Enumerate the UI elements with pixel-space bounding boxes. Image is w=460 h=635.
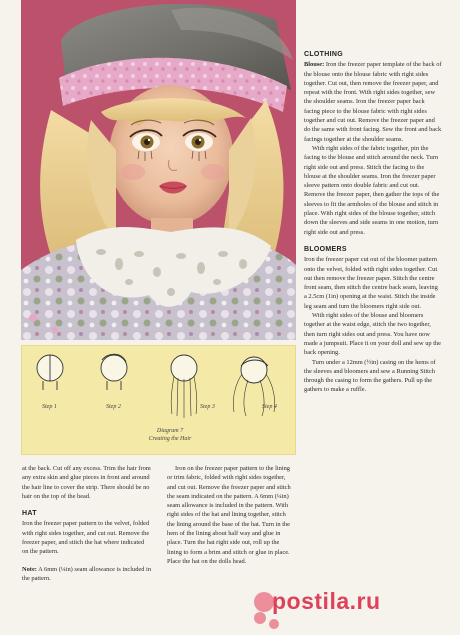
bloomers-paragraph-3: Turn under a 12mm (½in) casing on the hems of the sleeves and bloomers and sew a Running Stitch through the casing to form the gathers. Pull up the gathers to make a ruffle. [304, 358, 436, 394]
clothing-heading: CLOTHING [304, 51, 343, 58]
doll-illustration [21, 0, 296, 340]
blouse-text-1: Iron the freezer paper template of the back of the blouse onto the blouse fabric with right sides together. Cut out, then remove the freezer paper, and repeat with the front. With right sides together, sew the shoulder seams. Iron the freezer paper back facing piece to the blouse fabric with right sides together and cut out. Remove the freezer paper and do the same with front facing. Sew the front and back facings together at the shoulder seams. [304, 61, 442, 143]
hair-continued-paragraph: at the back. Cut off any excess. Trim the hair from any extra skin and glue pieces in front and around the hair line to cover the strip. There should be no hair on the top of the head. [22, 465, 151, 500]
step-2-label: Step 2 [106, 404, 121, 410]
bloomers-heading: BLOOMERS [304, 245, 347, 253]
diagram-title: Creating the Hair [148, 435, 192, 442]
step-3-label: Step 3 [200, 404, 215, 410]
hat-heading: HAT [22, 510, 37, 518]
note-paragraph [22, 565, 152, 584]
hair-diagram [21, 345, 296, 455]
hat-paragraph: Iron the freezer paper pattern to the velvet, folded with right sides together, and cut out. Remove the freezer paper, and stitch the hat where indicated on the pattern. [22, 520, 150, 556]
blouse-label: Blouse: [304, 61, 325, 69]
hat-lining-column [167, 464, 295, 566]
bloomers-paragraph-1: Iron the freezer paper cut out of the bloomer pattern onto the velvet, folded with right sides together. Cut out then remove the freezer paper. Stitch the centre front seam, then stitch the centre back seam, leaving a 2.5cm (1in) opening at the waist. Stitch the inside leg seam and turn the bloomers right side out. [304, 256, 438, 310]
diagram-number: Diagram 7 [156, 428, 184, 434]
blouse-paragraph-1 [304, 60, 442, 144]
blouse-paragraph-2: With right sides of the fabric together, pin the facing to the blouse and stitch around the neck. Turn right side out and press. Stitch the facing to the blouse at the shoulder seams. Iron the freezer paper sleeve pattern onto double fabric and cut out. Remove the freezer paper, then gather the tops of the sleeves to fit the armholes of the blouse and stitch in place. With right sides of the blouse together, stitch down the sleeves and side seams in one motion, turn right side out and press. [304, 144, 440, 236]
step-4-label: Step 4 [262, 404, 277, 410]
step-1-label: Step 1 [42, 404, 57, 410]
diagram-caption [140, 428, 200, 444]
hair-hat-column [22, 464, 152, 583]
bloomers-paragraph-2: With right sides of the blouse and bloomers together at the waist edge, stitch the two together, then turn right sides out and press. You have now made a jumpsuit. Place it on your doll and sew up the back opening. [304, 312, 442, 357]
note-label: Note: [22, 565, 37, 573]
watermark-text: postila.ru [272, 588, 381, 614]
doll-photo [21, 0, 296, 340]
hat-lining-paragraph: Iron on the freezer paper pattern to the lining or trim fabric, folded with right sides together, and cut out. Remove the freezer paper and stitch the seam indicated on the pattern. A 6mm (¼in) seam allowance is included in the pattern. With right sides of the hat and lining together, stitch the lining around the base of the hat. Turn in the hem of the lining about half way and glue in place. Turn the hat right side out, roll up the lining to form a brim and stitch or glue in place. Place the hat on the dolls head. [167, 465, 291, 565]
note-text: A 6mm (¼in) seam allowance is included in the pattern. [22, 565, 152, 582]
clothing-column [304, 50, 442, 395]
